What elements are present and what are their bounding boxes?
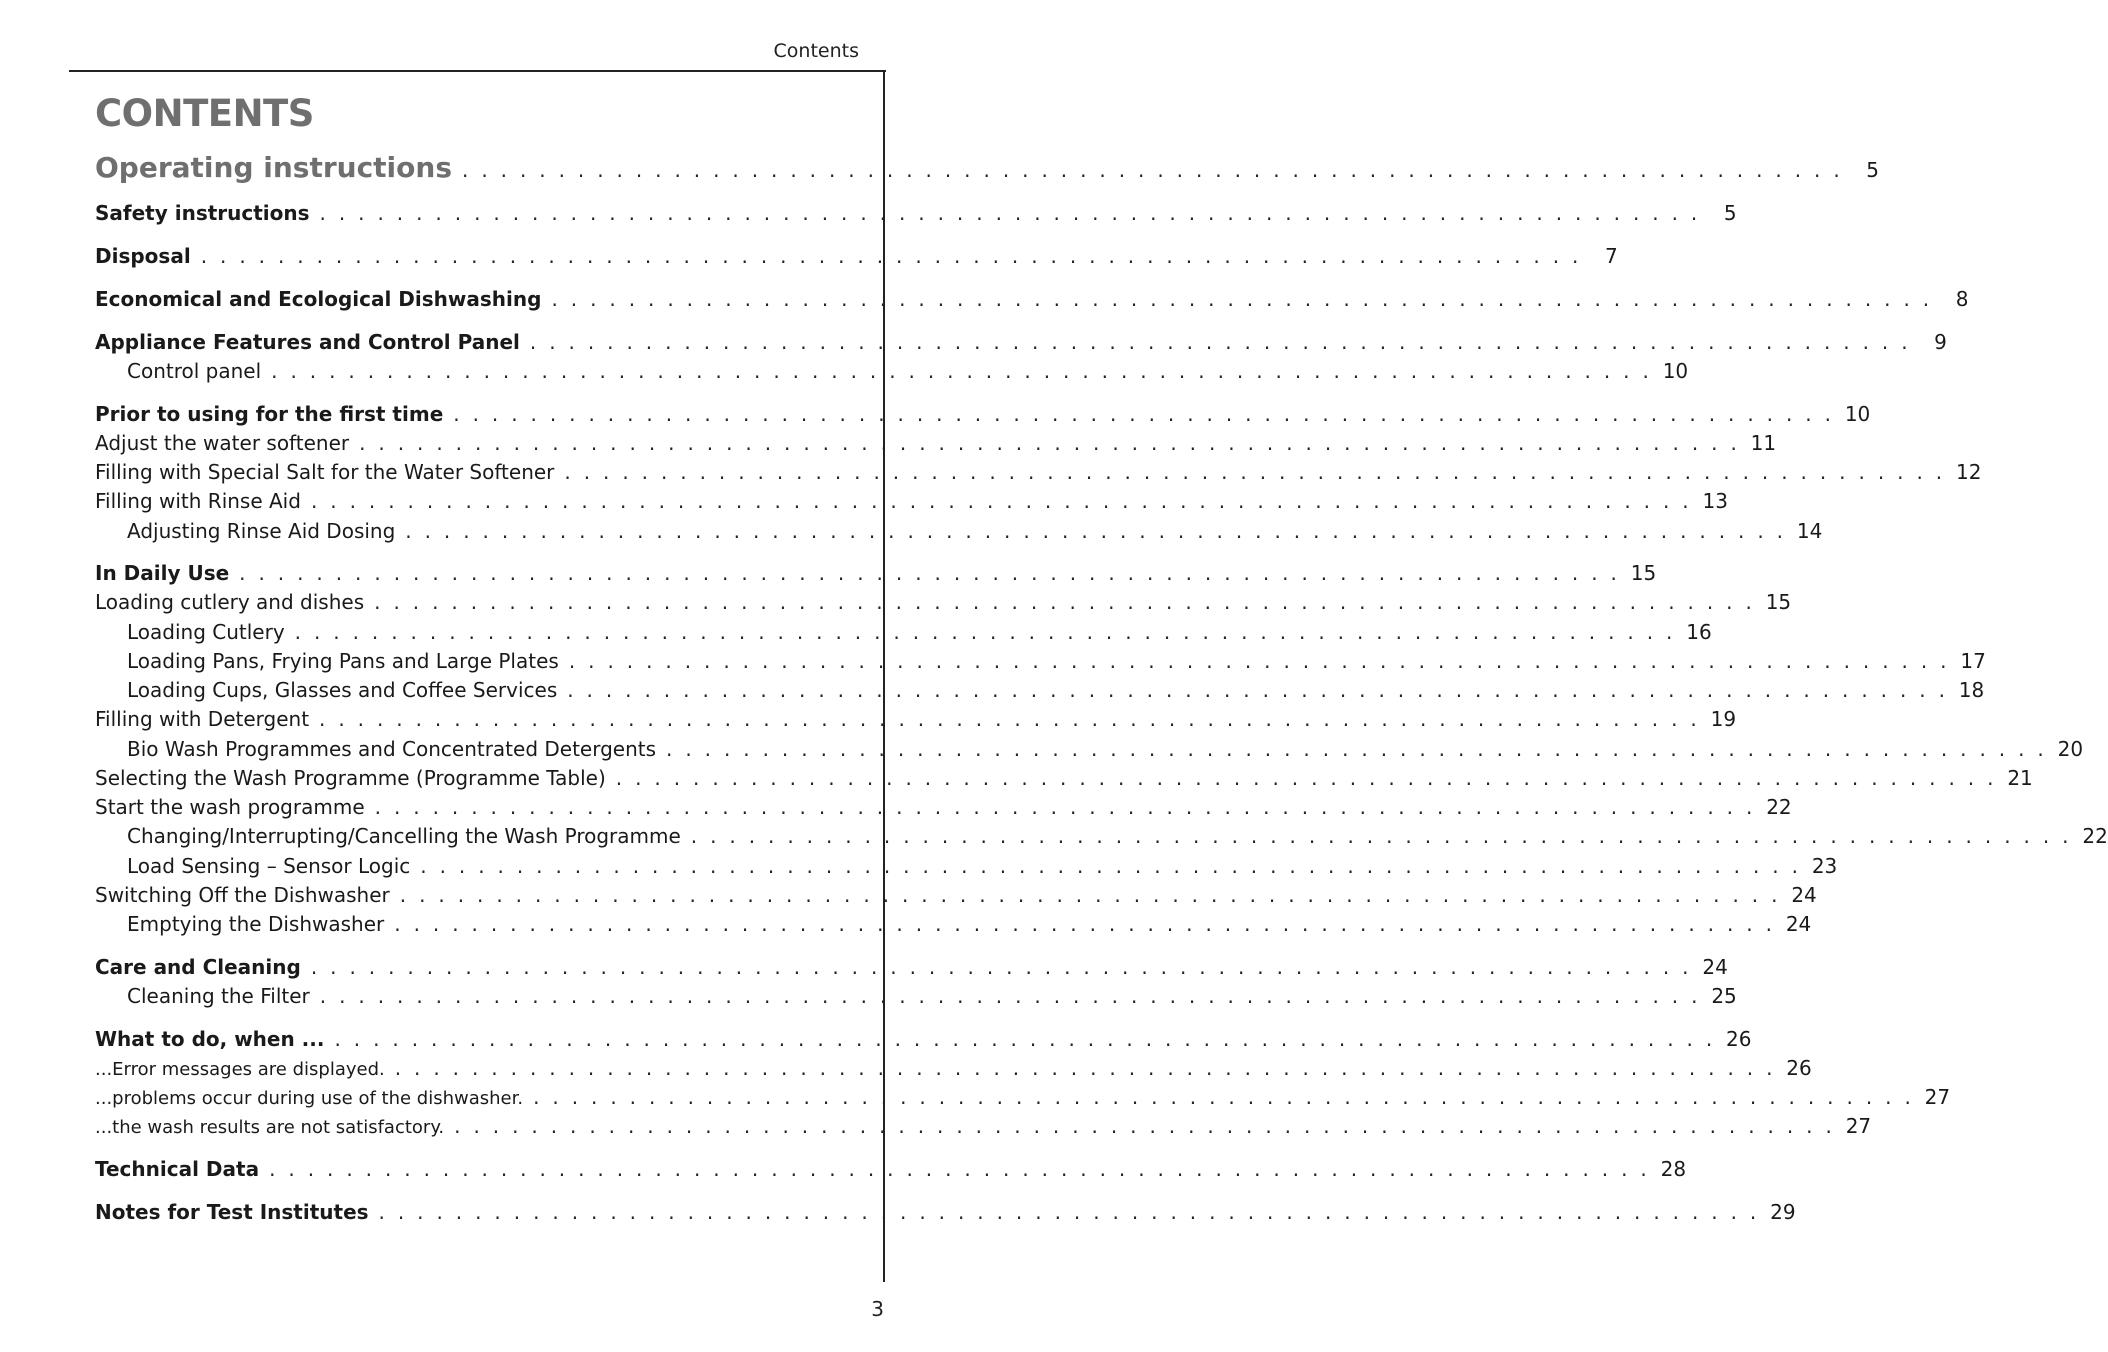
toc-entry[interactable] bbox=[95, 706, 1737, 732]
toc-dot-leader: . . . . . . . . . . . . . . . . . . . . . . . . . . . . . . . . . . . . . . . . . . . . . . . . . . . . . . . . . . . . . . . . . . . . . . . . bbox=[310, 955, 1692, 979]
toc-dot-leader: . . . . . . . . . . . . . . . . . . . . . . . . . . . . . . . . . . . . . . . . . . . . . . . . . . . . . . . . . . . . . . . . . . . . . . . . bbox=[462, 158, 1844, 182]
toc-entry-label: Adjust the water softener bbox=[95, 431, 350, 455]
toc-dot-leader: . . . . . . . . . . . . . . . . . . . . . . . . . . . . . . . . . . . . . . . . . . . . . . . . . . . . . . . . . . . . . . . . . . . . . . . . bbox=[378, 1200, 1760, 1224]
toc-entry-page: 5 bbox=[1866, 158, 1880, 182]
toc-entry-page: 15 bbox=[1765, 590, 1792, 614]
toc-entry[interactable] bbox=[95, 200, 1737, 226]
toc-entry[interactable] bbox=[95, 1113, 1872, 1141]
toc-entry[interactable] bbox=[95, 983, 1737, 1009]
toc-entry-page: 9 bbox=[1934, 330, 1947, 354]
toc-entry-page: 21 bbox=[2007, 766, 2033, 790]
toc-entry-page: 24 bbox=[1785, 912, 1812, 936]
toc-entry-page: 8 bbox=[1955, 287, 1969, 311]
toc-entry-label: Loading cutlery and dishes bbox=[95, 590, 365, 614]
toc-entry-label: ...Error messages are displayed. bbox=[95, 1059, 385, 1080]
toc-dot-leader: . . . . . . . . . . . . . . . . . . . . . . . . . . . . . . . . . . . . . . . . . . . . . . . . . . . . . . . . . . . . . . . . . . . . . . . . bbox=[319, 201, 1701, 225]
toc-entry-page: 15 bbox=[1630, 561, 1657, 585]
toc-dot-leader: . . . . . . . . . . . . . . . . . . . . . . . . . . . . . . . . . . . . . . . . . . . . . . . . . . . . . . . . . . . . . . . . . . . . . . . . bbox=[564, 460, 1946, 484]
toc-entry[interactable] bbox=[95, 401, 1871, 427]
toc-entry[interactable] bbox=[95, 882, 1817, 908]
toc-dot-leader: . . . . . . . . . . . . . . . . . . . . . . . . . . . . . . . . . . . . . . . . . . . . . . . . . . . . . . . . . . . . . . . . . . . . . . . . bbox=[200, 244, 1582, 268]
toc-entry[interactable] bbox=[95, 954, 1728, 980]
toc-entry-label: Prior to using for the first time bbox=[95, 402, 444, 426]
toc-entry-label: Selecting the Wash Programme (Programme Table) bbox=[95, 766, 606, 790]
toc-entry[interactable] bbox=[95, 151, 1880, 184]
toc-entry-label: In Daily Use bbox=[95, 561, 230, 585]
toc-entry-label: Filling with Rinse Aid bbox=[95, 489, 301, 513]
toc-entry[interactable] bbox=[95, 765, 2033, 791]
toc-entry-label: Filling with Special Salt for the Water Softener bbox=[95, 460, 555, 484]
toc-entry-label: Bio Wash Programmes and Concentrated Detergents bbox=[127, 737, 657, 761]
toc-entry[interactable] bbox=[95, 1084, 1951, 1112]
toc-dot-leader: . . . . . . . . . . . . . . . . . . . . . . . . . . . . . . . . . . . . . . . . . . . . . . . . . . . . . . . . . . . . . . . . . . . . . . . . bbox=[533, 1085, 1915, 1109]
toc-dot-leader: . . . . . . . . . . . . . . . . . . . . . . . . . . . . . . . . . . . . . . . . . . . . . . . . . . . . . . . . . . . . . . . . . . . . . . . . bbox=[529, 330, 1911, 354]
toc-dot-leader: . . . . . . . . . . . . . . . . . . . . . . . . . . . . . . . . . . . . . . . . . . . . . . . . . . . . . . . . . . . . . . . . . . . . . . . . bbox=[319, 984, 1701, 1008]
toc-dot-leader: . . . . . . . . . . . . . . . . . . . . . . . . . . . . . . . . . . . . . . . . . . . . . . . . . . . . . . . . . . . . . . . . . . . . . . . . bbox=[310, 489, 1692, 513]
toc-entry-label: ...problems occur during use of the dishwasher. bbox=[95, 1088, 524, 1109]
toc-entry-page: 10 bbox=[1662, 359, 1689, 383]
toc-entry-label: Loading Cups, Glasses and Coffee Services bbox=[127, 678, 558, 702]
page-title: CONTENTS bbox=[95, 92, 314, 135]
toc-entry-page: 26 bbox=[1786, 1056, 1812, 1080]
toc-entry-page: 14 bbox=[1796, 519, 1823, 543]
toc-entry[interactable] bbox=[95, 518, 1823, 544]
toc-entry[interactable] bbox=[95, 1156, 1687, 1182]
toc-dot-leader: . . . . . . . . . . . . . . . . . . . . . . . . . . . . . . . . . . . . . . . . . . . . . . . . . . . . . . . . . . . . . . . . . . . . . . . . bbox=[394, 1056, 1776, 1080]
toc-entry-page: 12 bbox=[1955, 460, 1982, 484]
toc-entry[interactable] bbox=[95, 1026, 1752, 1052]
toc-dot-leader: . . . . . . . . . . . . . . . . . . . . . . . . . . . . . . . . . . . . . . . . . . . . . . . . . . . . . . . . . . . . . . . . . . . . . . . . bbox=[319, 707, 1701, 731]
toc-entry-page: 22 bbox=[2082, 824, 2108, 848]
toc-dot-leader: . . . . . . . . . . . . . . . . . . . . . . . . . . . . . . . . . . . . . . . . . . . . . . . . . . . . . . . . . . . . . . . . . . . . . . . . bbox=[271, 359, 1653, 383]
toc-dot-leader: . . . . . . . . . . . . . . . . . . . . . . . . . . . . . . . . . . . . . . . . . . . . . . . . . . . . . . . . . . . . . . . . . . . . . . . . bbox=[567, 678, 1949, 702]
toc-entry-label: Care and Cleaning bbox=[95, 955, 301, 979]
toc-dot-leader: . . . . . . . . . . . . . . . . . . . . . . . . . . . . . . . . . . . . . . . . . . . . . . . . . . . . . . . . . . . . . . . . . . . . . . . . bbox=[374, 795, 1756, 819]
toc-dot-leader: . . . . . . . . . . . . . . . . . . . . . . . . . . . . . . . . . . . . . . . . . . . . . . . . . . . . . . . . . . . . . . . . . . . . . . . . bbox=[269, 1157, 1651, 1181]
toc-dot-leader: . . . . . . . . . . . . . . . . . . . . . . . . . . . . . . . . . . . . . . . . . . . . . . . . . . . . . . . . . . . . . . . . . . . . . . . . bbox=[666, 737, 2048, 761]
toc-dot-leader: . . . . . . . . . . . . . . . . . . . . . . . . . . . . . . . . . . . . . . . . . . . . . . . . . . . . . . . . . . . . . . . . . . . . . . . . bbox=[454, 1114, 1836, 1138]
toc-entry-page: 26 bbox=[1726, 1027, 1752, 1051]
toc-entry[interactable] bbox=[95, 853, 1838, 879]
toc-entry-page: 18 bbox=[1958, 678, 1985, 702]
toc-dot-leader: . . . . . . . . . . . . . . . . . . . . . . . . . . . . . . . . . . . . . . . . . . . . . . . . . . . . . . . . . . . . . . . . . . . . . . . . bbox=[568, 649, 1950, 673]
toc-dot-leader: . . . . . . . . . . . . . . . . . . . . . . . . . . . . . . . . . . . . . . . . . . . . . . . . . . . . . . . . . . . . . . . . . . . . . . . . bbox=[405, 519, 1787, 543]
toc-entry-label: Technical Data bbox=[95, 1157, 260, 1181]
toc-entry-page: 25 bbox=[1711, 984, 1737, 1008]
toc-entry-label: Disposal bbox=[95, 244, 191, 268]
toc-entry[interactable] bbox=[95, 488, 1728, 514]
toc-entry[interactable] bbox=[95, 459, 1982, 485]
toc-entry-label: Cleaning the Filter bbox=[127, 984, 310, 1008]
toc-entry-label: ...the wash results are not satisfactory. bbox=[95, 1117, 445, 1138]
toc-entry-page: 20 bbox=[2057, 737, 2084, 761]
toc-entry[interactable] bbox=[95, 286, 1969, 312]
toc-entry-label: Notes for Test Institutes bbox=[95, 1200, 369, 1224]
toc-entry[interactable] bbox=[95, 1055, 1812, 1083]
toc-entry-page: 7 bbox=[1604, 244, 1618, 268]
toc-dot-leader: . . . . . . . . . . . . . . . . . . . . . . . . . . . . . . . . . . . . . . . . . . . . . . . . . . . . . . . . . . . . . . . . . . . . . . . . bbox=[615, 766, 1997, 790]
toc-dot-leader: . . . . . . . . . . . . . . . . . . . . . . . . . . . . . . . . . . . . . . . . . . . . . . . . . . . . . . . . . . . . . . . . . . . . . . . . bbox=[420, 854, 1802, 878]
toc-entry[interactable] bbox=[95, 677, 1985, 703]
toc-entry-label: Switching Off the Dishwasher bbox=[95, 883, 390, 907]
toc-entry-page: 24 bbox=[1702, 955, 1728, 979]
toc-entry[interactable] bbox=[95, 648, 1986, 674]
top-rule bbox=[69, 70, 886, 72]
toc-dot-leader: . . . . . . . . . . . . . . . . . . . . . . . . . . . . . . . . . . . . . . . . . . . . . . . . . . . . . . . . . . . . . . . . . . . . . . . . bbox=[399, 883, 1781, 907]
toc-entry-label: Start the wash programme bbox=[95, 795, 365, 819]
toc-entry-label: Adjusting Rinse Aid Dosing bbox=[127, 519, 396, 543]
toc-entry-label: What to do, when ... bbox=[95, 1027, 325, 1051]
toc-entry-page: 11 bbox=[1750, 431, 1777, 455]
toc-entry-label: Loading Cutlery bbox=[127, 620, 285, 644]
toc-entry-label: Filling with Detergent bbox=[95, 707, 310, 731]
toc-dot-leader: . . . . . . . . . . . . . . . . . . . . . . . . . . . . . . . . . . . . . . . . . . . . . . . . . . . . . . . . . . . . . . . . . . . . . . . . bbox=[394, 912, 1776, 936]
toc-entry[interactable] bbox=[95, 736, 2084, 762]
toc-entry[interactable] bbox=[95, 589, 1792, 615]
toc-entry[interactable] bbox=[95, 243, 1618, 269]
toc-entry-label: Loading Pans, Frying Pans and Large Plates bbox=[127, 649, 559, 673]
toc-dot-leader: . . . . . . . . . . . . . . . . . . . . . . . . . . . . . . . . . . . . . . . . . . . . . . . . . . . . . . . . . . . . . . . . . . . . . . . . bbox=[374, 590, 1756, 614]
toc-entry-label: Load Sensing – Sensor Logic bbox=[127, 854, 411, 878]
toc-entry-page: 10 bbox=[1844, 402, 1871, 426]
toc-dot-leader: . . . . . . . . . . . . . . . . . . . . . . . . . . . . . . . . . . . . . . . . . . . . . . . . . . . . . . . . . . . . . . . . . . . . . . . . bbox=[690, 824, 2072, 848]
toc-entry-page: 28 bbox=[1660, 1157, 1687, 1181]
toc-entry[interactable] bbox=[95, 358, 1689, 384]
toc-entry[interactable] bbox=[95, 619, 1712, 645]
toc-entry-page: 16 bbox=[1686, 620, 1712, 644]
toc-entry-page: 23 bbox=[1811, 854, 1838, 878]
toc-entry-label: Emptying the Dishwasher bbox=[127, 912, 385, 936]
toc-entry[interactable] bbox=[95, 911, 1812, 937]
running-head: Contents bbox=[773, 40, 859, 62]
toc-dot-leader: . . . . . . . . . . . . . . . . . . . . . . . . . . . . . . . . . . . . . . . . . . . . . . . . . . . . . . . . . . . . . . . . . . . . . . . . bbox=[239, 561, 1621, 585]
toc-dot-leader: . . . . . . . . . . . . . . . . . . . . . . . . . . . . . . . . . . . . . . . . . . . . . . . . . . . . . . . . . . . . . . . . . . . . . . . . bbox=[334, 1027, 1716, 1051]
toc-entry-page: 5 bbox=[1723, 201, 1737, 225]
toc-entry-page: 17 bbox=[1960, 649, 1986, 673]
toc-entry-page: 13 bbox=[1702, 489, 1728, 513]
toc-entry[interactable] bbox=[95, 430, 1777, 456]
toc-entry[interactable] bbox=[95, 794, 1792, 820]
toc-entry-label: Control panel bbox=[127, 359, 262, 383]
toc-dot-leader: . . . . . . . . . . . . . . . . . . . . . . . . . . . . . . . . . . . . . . . . . . . . . . . . . . . . . . . . . . . . . . . . . . . . . . . . bbox=[551, 287, 1933, 311]
toc-entry-page: 19 bbox=[1710, 707, 1737, 731]
toc-entry-page: 27 bbox=[1845, 1114, 1872, 1138]
toc-entry[interactable] bbox=[95, 329, 1947, 355]
toc-entry-label: Operating instructions bbox=[95, 151, 452, 184]
toc-entry-page: 29 bbox=[1770, 1200, 1796, 1224]
toc-dot-leader: . . . . . . . . . . . . . . . . . . . . . . . . . . . . . . . . . . . . . . . . . . . . . . . . . . . . . . . . . . . . . . . . . . . . . . . . bbox=[453, 402, 1835, 426]
toc-entry-page: 22 bbox=[1766, 795, 1792, 819]
toc-entry[interactable] bbox=[95, 1199, 1796, 1225]
toc-entry-label: Changing/Interrupting/Cancelling the Wash Programme bbox=[127, 824, 681, 848]
toc-entry-label: Appliance Features and Control Panel bbox=[95, 330, 520, 354]
toc-dot-leader: . . . . . . . . . . . . . . . . . . . . . . . . . . . . . . . . . . . . . . . . . . . . . . . . . . . . . . . . . . . . . . . . . . . . . . . . bbox=[359, 431, 1741, 455]
toc-entry-page: 24 bbox=[1791, 883, 1817, 907]
toc-entry-label: Safety instructions bbox=[95, 201, 310, 225]
toc-dot-leader: . . . . . . . . . . . . . . . . . . . . . . . . . . . . . . . . . . . . . . . . . . . . . . . . . . . . . . . . . . . . . . . . . . . . . . . . bbox=[294, 620, 1676, 644]
toc-entry-label: Economical and Ecological Dishwashing bbox=[95, 287, 542, 311]
toc-entry-page: 27 bbox=[1924, 1085, 1951, 1109]
page-number: 3 bbox=[871, 1297, 884, 1321]
toc-entry[interactable] bbox=[95, 560, 1657, 586]
toc-entry[interactable] bbox=[95, 823, 2108, 849]
